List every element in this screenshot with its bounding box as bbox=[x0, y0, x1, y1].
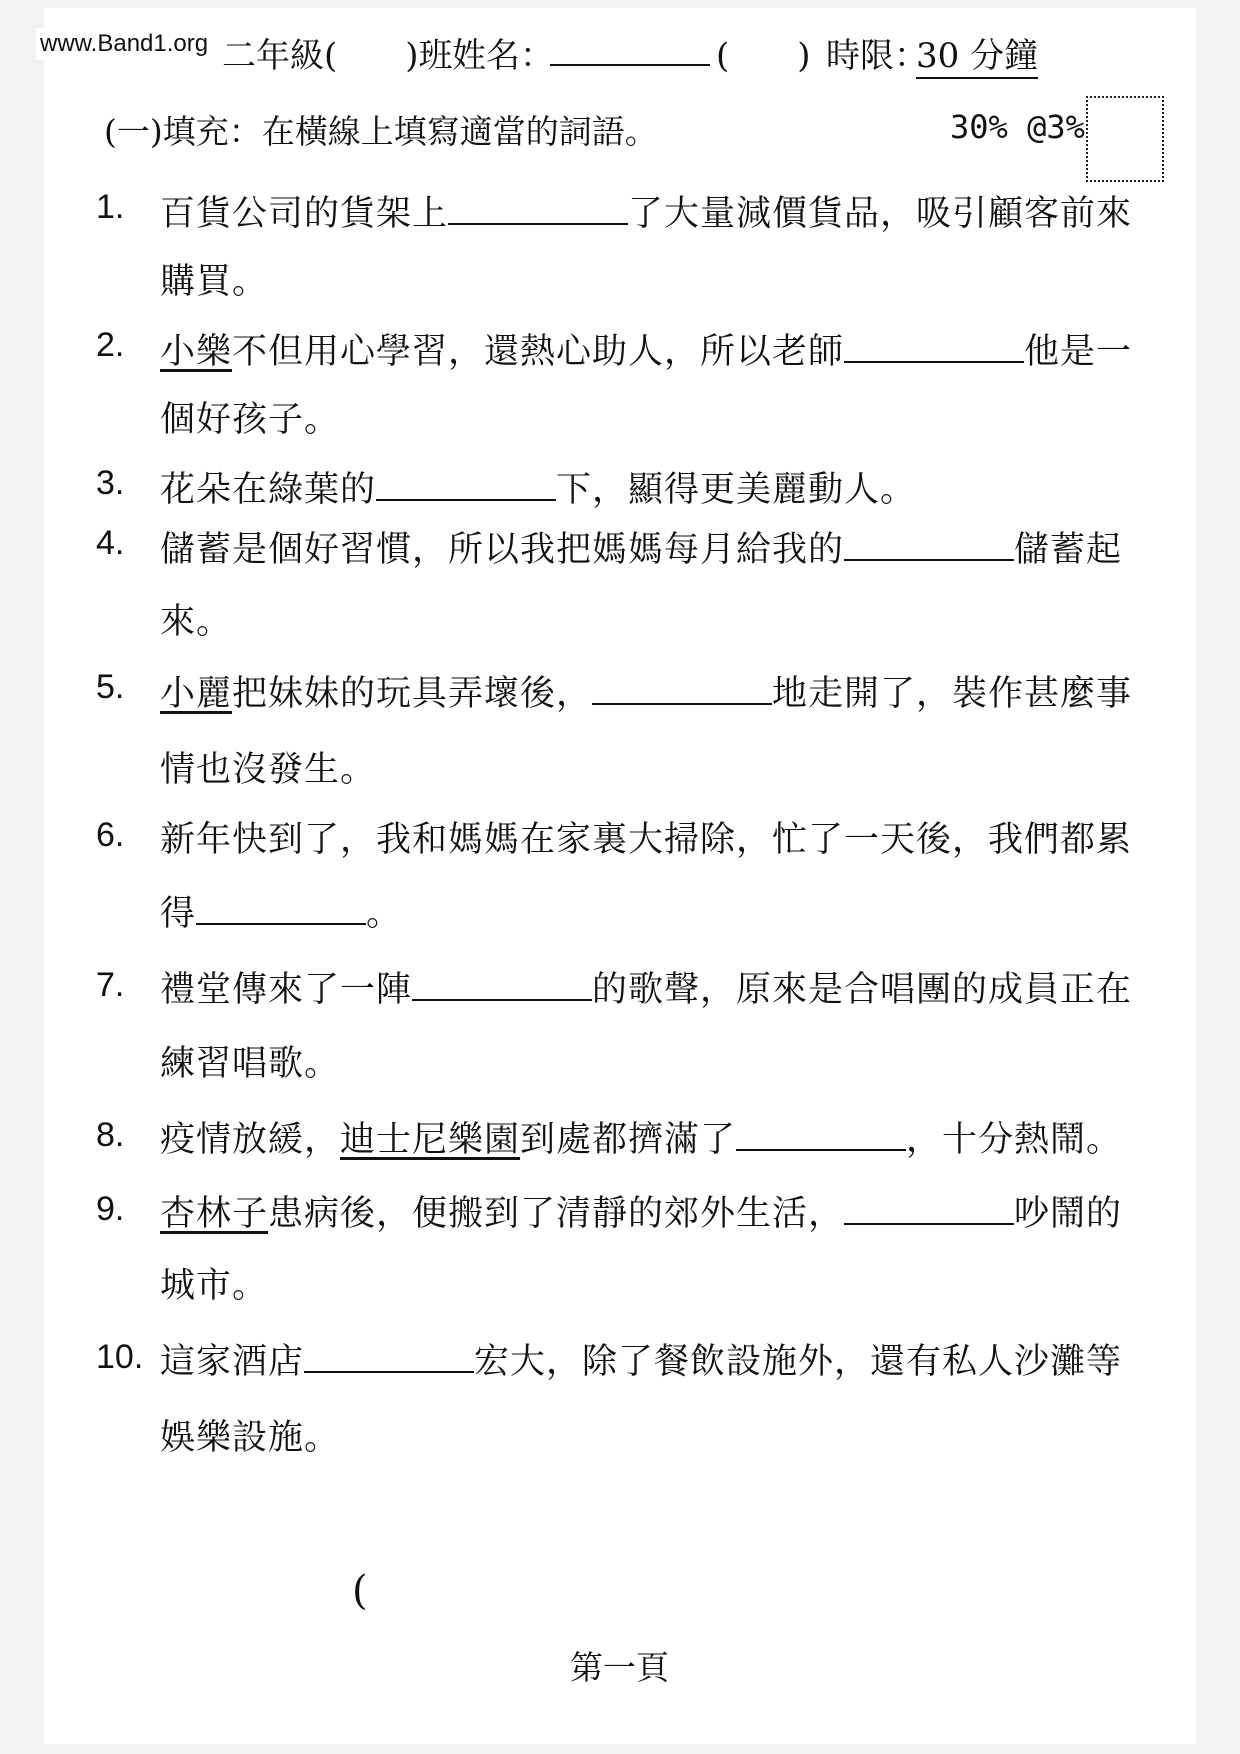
watermark: www.Band1.org bbox=[36, 28, 212, 60]
question-6 bbox=[160, 812, 1132, 862]
question-continuation: 購買。 bbox=[160, 262, 269, 302]
question-text: 這家酒店 bbox=[160, 1342, 305, 1382]
question-number: 7. bbox=[96, 966, 125, 1004]
question-continuation: 練習唱歌。 bbox=[160, 1044, 341, 1084]
question-number: 5. bbox=[96, 668, 125, 706]
question-9 bbox=[160, 1186, 1122, 1236]
answer-blank-3[interactable] bbox=[376, 469, 556, 501]
question-text: 儲蓄是個好習慣，所以我把媽媽每月給我的 bbox=[160, 530, 845, 570]
proper-noun: 小麗 bbox=[160, 674, 233, 714]
question-continuation bbox=[160, 886, 402, 936]
question-text: 地走開了，裝作甚麼事 bbox=[772, 674, 1133, 714]
stray-mark: ( bbox=[352, 1568, 368, 1614]
question-text: 把妹妹的玩具弄壞後， bbox=[232, 674, 593, 714]
score-box[interactable] bbox=[1086, 96, 1164, 182]
time-label: 時限： bbox=[826, 36, 928, 76]
answer-blank-9[interactable] bbox=[844, 1193, 1014, 1225]
question-continuation: 情也沒發生。 bbox=[160, 750, 377, 790]
question-text: 宏大，除了餐飲設施外，還有私人沙灘等 bbox=[474, 1342, 1123, 1382]
proper-noun: 小樂 bbox=[160, 332, 233, 372]
question-text: 下，顯得更美麗動人。 bbox=[556, 470, 917, 510]
question-text: 到處都擠滿了 bbox=[520, 1120, 737, 1160]
question-7 bbox=[160, 962, 1132, 1012]
question-text: 百貨公司的貨架上 bbox=[160, 194, 449, 234]
question-text: 患病後，便搬到了清靜的郊外生活， bbox=[268, 1194, 845, 1234]
question-4 bbox=[160, 522, 1122, 572]
time-value: 30 分鐘 bbox=[916, 28, 1038, 79]
question-text: 得 bbox=[160, 894, 197, 934]
student-number-field[interactable]: ( ) bbox=[716, 36, 811, 76]
answer-blank-7[interactable] bbox=[412, 969, 592, 1001]
answer-blank-5[interactable] bbox=[592, 673, 772, 705]
question-text: ，十分熱鬧。 bbox=[906, 1120, 1123, 1160]
section-title: (一)填充：在橫線上填寫適當的詞語。 bbox=[104, 112, 658, 151]
question-number: 6. bbox=[96, 816, 125, 854]
question-3 bbox=[160, 462, 916, 512]
question-number: 9. bbox=[96, 1190, 125, 1228]
answer-blank-4[interactable] bbox=[844, 529, 1014, 561]
question-1 bbox=[160, 186, 1132, 236]
question-text: 疫情放緩， bbox=[160, 1120, 341, 1160]
question-number: 10. bbox=[96, 1338, 144, 1376]
question-number: 1. bbox=[96, 188, 125, 226]
question-text: 他是一 bbox=[1024, 332, 1133, 372]
question-text: 了大量減價貨品，吸引顧客前來 bbox=[628, 194, 1133, 234]
question-5 bbox=[160, 666, 1132, 716]
question-8 bbox=[160, 1112, 1122, 1162]
question-text: 的歌聲，原來是合唱團的成員正在 bbox=[592, 970, 1133, 1010]
question-number: 8. bbox=[96, 1116, 125, 1154]
section-score: 30% @3% bbox=[950, 108, 1085, 146]
question-text: 不但用心學習，還熱心助人，所以老師 bbox=[232, 332, 845, 372]
question-text: 儲蓄起 bbox=[1014, 530, 1123, 570]
grade-class: 二年級( )班 bbox=[222, 36, 453, 76]
answer-blank-6[interactable] bbox=[196, 893, 366, 925]
question-2 bbox=[160, 324, 1132, 374]
question-text: 。 bbox=[366, 894, 403, 934]
question-text: 禮堂傳來了一陣 bbox=[160, 970, 413, 1010]
question-text: 吵鬧的 bbox=[1014, 1194, 1123, 1234]
answer-blank-10[interactable] bbox=[304, 1341, 474, 1373]
page-number: 第一頁 bbox=[570, 1648, 669, 1687]
question-number: 4. bbox=[96, 524, 125, 562]
question-continuation: 娛樂設施。 bbox=[160, 1418, 341, 1458]
question-continuation: 個好孩子。 bbox=[160, 400, 341, 440]
answer-blank-8[interactable] bbox=[736, 1119, 906, 1151]
proper-noun: 杏林子 bbox=[160, 1194, 269, 1234]
question-number: 3. bbox=[96, 464, 125, 502]
question-text: 新年快到了，我和媽媽在家裏大掃除，忙了一天後，我們都累 bbox=[160, 820, 1133, 860]
name-label: 姓名： bbox=[452, 36, 554, 76]
answer-blank-1[interactable] bbox=[448, 193, 628, 225]
question-10 bbox=[160, 1334, 1122, 1384]
answer-blank-2[interactable] bbox=[844, 331, 1024, 363]
question-text: 花朵在綠葉的 bbox=[160, 470, 377, 510]
question-number: 2. bbox=[96, 326, 125, 364]
proper-noun: 迪士尼樂園 bbox=[340, 1120, 521, 1160]
question-continuation: 來。 bbox=[160, 602, 233, 642]
question-continuation: 城市。 bbox=[160, 1266, 269, 1306]
name-field[interactable] bbox=[550, 28, 710, 66]
